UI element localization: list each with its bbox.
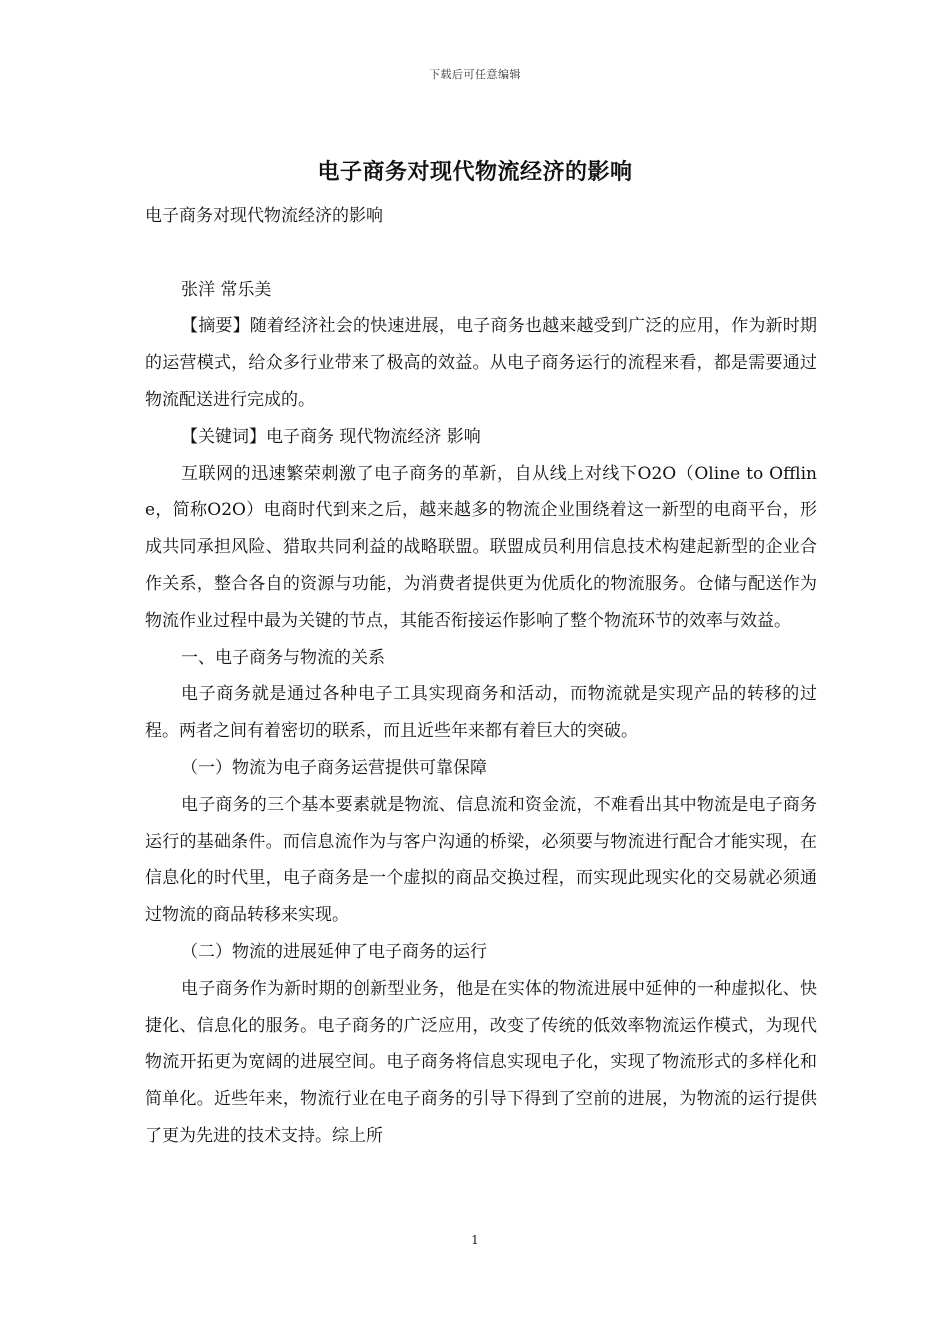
author-line: 张洋 常乐美 — [181, 279, 272, 300]
abstract-paragraph: 【摘要】随着经济社会的快速进展，电子商务也越来越受到广泛的应用，作为新时期的运营模式，给众多行业带来了极高的效益。从电子商务运行的流程来看，都是需要通过物流配送进行完成的。 — [145, 316, 817, 410]
subsection-heading-2: （二）物流的进展延伸了电子商务的运行 — [181, 941, 487, 962]
body-paragraph: 电子商务作为新时期的创新型业务，他是在实体的物流进展中延伸的一种虚拟化、快捷化、信息化的服务。电子商务的广泛应用，改变了传统的低效率物流运作模式，为现代物流开拓更为宽阔的进展空间。电子商务将信息实现电子化，实现了物流形式的多样化和简单化。近些年来，物流行业在电子商务的引导下得到了空前的进展，为物流的运行提供了更为先进的技术支持。综上所 — [145, 978, 817, 1146]
intro-paragraph: 互联网的迅速繁荣刺激了电子商务的革新，自从线上对线下O2O（Oline to Offline，简称O2O）电商时代到来之后，越来越多的物流企业围绕着这一新型的电商平台，形成共同承担风险、猎取共同利益的战略联盟。联盟成员利用信息技术构建起新型的企业合作关系，整合各自的资源与功能，为消费者提供更为优质化的物流服务。仓储与配送作为物流作业过程中最为关键的节点，其能否衔接运作影响了整个物流环节的效率与效益。 — [145, 463, 817, 631]
document-subtitle: 电子商务对现代物流经济的影响 — [145, 206, 383, 226]
document-title: 电子商务对现代物流经济的影响 — [317, 159, 633, 185]
document-body — [145, 198, 817, 1155]
section-heading-1: 一、电子商务与物流的关系 — [181, 647, 385, 668]
body-paragraph: 电子商务就是通过各种电子工具实现商务和活动，而物流就是实现产品的转移的过程。两者之间有着密切的联系，而且近些年来都有着巨大的突破。 — [145, 684, 817, 742]
blank-line — [145, 235, 817, 272]
page-number: 1 — [471, 1233, 479, 1247]
body-paragraph: 电子商务的三个基本要素就是物流、信息流和资金流，不难看出其中物流是电子商务运行的基础条件。而信息流作为与客户沟通的桥梁，必须要与物流进行配合才能实现，在信息化的时代里，电子商务是一个虚拟的商品交换过程，而实现此现实化的交易就必须通过物流的商品转移来实现。 — [145, 794, 817, 926]
subsection-heading-1: （一）物流为电子商务运营提供可靠保障 — [181, 757, 487, 778]
keywords-paragraph: 【关键词】电子商务 现代物流经济 影响 — [181, 426, 481, 447]
page-header: 下载后可任意编辑 — [429, 68, 521, 81]
